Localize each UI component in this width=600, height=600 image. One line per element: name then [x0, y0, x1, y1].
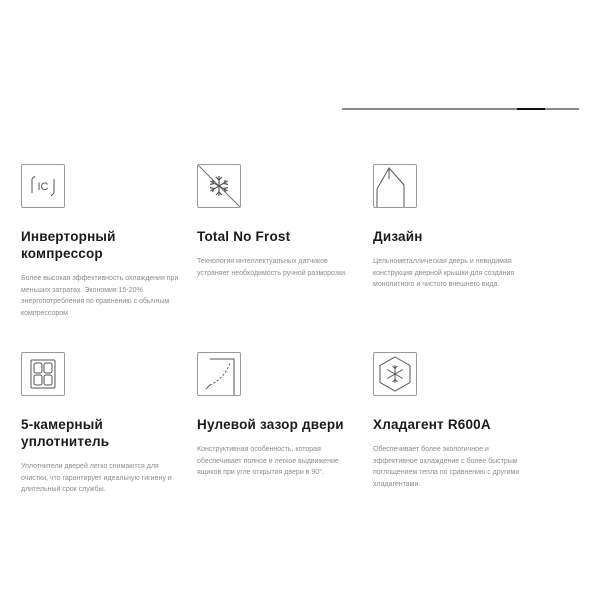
feature-description: Более высокая эффективность охлаждения при меньших затратах. Экономия 15-20% энергопотребления по сравнению с обычным компрессором	[21, 275, 179, 317]
feature-title: 5-камерный уплотнитель	[21, 417, 110, 449]
feature-title: Дизайн	[373, 229, 423, 244]
zero-gap-door-icon	[197, 352, 241, 396]
snowflake-icon	[197, 164, 241, 208]
section-divider-line	[342, 108, 579, 110]
design-icon	[373, 164, 417, 208]
feature-description: Обеспечивает более экологичное и эффективное охлаждение с более быстрым поглощением тепла по сравнению с другими хладагентами.	[373, 446, 520, 488]
feature-title: Нулевой зазор двери	[197, 417, 344, 432]
feature-description: Цельнометаллическая дверь и невидимая конструкция дверной крышки для создания монолитного и чистого внешнего вида.	[373, 258, 515, 288]
seal-chambers-icon	[21, 352, 65, 396]
feature-title: Хладагент R600A	[373, 417, 491, 432]
divider-accent	[517, 108, 545, 110]
inverter-compressor-icon	[21, 164, 65, 208]
feature-description: Конструктивная особенность, которая обеспечивает полное и легкое выдвижение ящиков при угле открытия двери в 90°.	[197, 446, 339, 476]
feature-card-zero-gap-door	[197, 352, 365, 479]
feature-title: Total No Frost	[197, 229, 291, 244]
feature-card-refrigerant	[373, 352, 541, 490]
feature-description: Уплотнители дверей легко снимаются для очистки, что гарантирует идеальную гигиену и длительный срок службы.	[21, 463, 172, 493]
icon-text: IC	[37, 181, 49, 193]
feature-card-5-chamber-seal	[21, 352, 189, 496]
refrigerant-icon	[373, 352, 417, 396]
feature-card-total-no-frost	[197, 164, 365, 279]
feature-description: Технология интеллектуальных датчиков устраняет необходимость ручной разморозки.	[197, 258, 348, 277]
feature-title: Инверторный компрессор	[21, 229, 116, 261]
feature-card-inverter-compressor	[21, 164, 189, 319]
feature-card-design	[373, 164, 541, 291]
